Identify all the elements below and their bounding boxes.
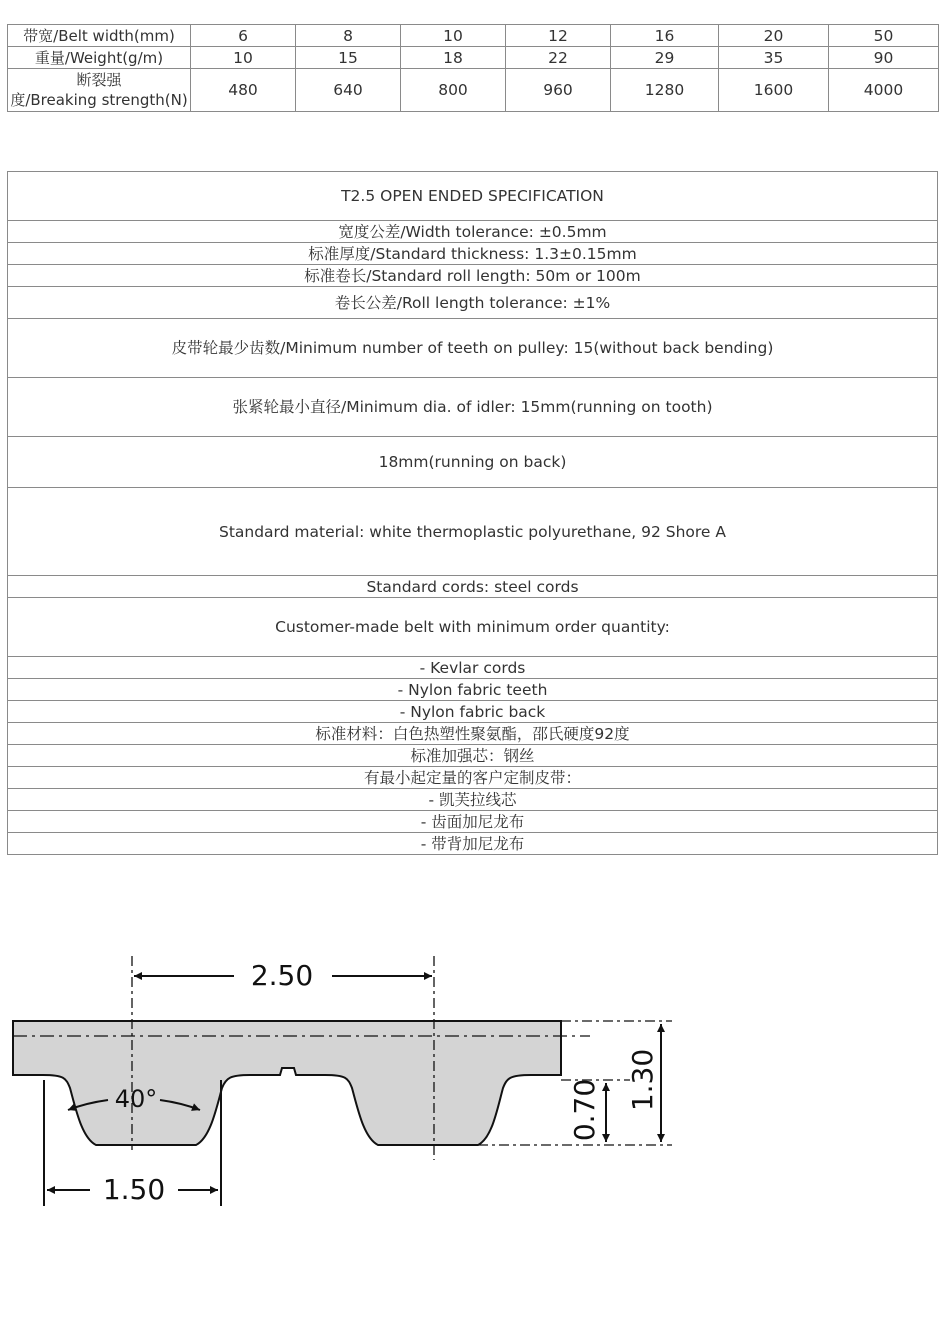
belt-width-row	[8, 25, 939, 47]
spec-row	[8, 811, 938, 833]
angle-label: 40°	[114, 1085, 158, 1113]
weight-value: 35	[719, 47, 829, 69]
spec-row	[8, 437, 938, 488]
spec-row	[8, 767, 938, 789]
spec-row	[8, 789, 938, 811]
spec-row	[8, 833, 938, 855]
spec-cell: 宽度公差/Width tolerance: ±0.5mm	[8, 221, 938, 243]
spec-cell: Customer-made belt with minimum order quantity:	[8, 598, 938, 657]
breaking-strength-header-line-2: 度/Breaking strength(N)	[10, 91, 188, 109]
spec-row	[8, 319, 938, 378]
belt-profile-shape	[13, 1021, 561, 1145]
open-ended-spec-table	[7, 171, 938, 855]
spec-cell: 标准加强芯：钢丝	[8, 745, 938, 767]
spec-row	[8, 488, 938, 576]
spec-cell: 皮带轮最少齿数/Minimum number of teeth on pulley: 15(without back bending)	[8, 319, 938, 378]
spec-row	[8, 701, 938, 723]
spec-row	[8, 243, 938, 265]
spec-cell: - Nylon fabric teeth	[8, 679, 938, 701]
weight-value: 90	[829, 47, 939, 69]
spec-cell: 张紧轮最小直径/Minimum dia. of idler: 15mm(running on tooth)	[8, 378, 938, 437]
breaking-strength-header-line-1: 断裂强	[76, 71, 122, 89]
breaking-strength-row	[8, 69, 939, 112]
strength-value: 480	[191, 69, 296, 112]
spec-title: T2.5 OPEN ENDED SPECIFICATION	[8, 172, 938, 221]
width-value: 12	[506, 25, 611, 47]
spec-row	[8, 598, 938, 657]
spec-row	[8, 221, 938, 243]
weight-value: 22	[506, 47, 611, 69]
pitch-label: 2.50	[250, 959, 314, 992]
belt-width-header: 带宽/Belt width(mm)	[8, 25, 191, 47]
strength-value: 640	[296, 69, 401, 112]
weight-value: 10	[191, 47, 296, 69]
spec-row	[8, 287, 938, 319]
spec-row	[8, 576, 938, 598]
width-value: 6	[191, 25, 296, 47]
strength-value: 800	[401, 69, 506, 112]
spec-cell: - Nylon fabric back	[8, 701, 938, 723]
spec-row	[8, 679, 938, 701]
spec-row	[8, 745, 938, 767]
belt-profile-diagram	[0, 940, 700, 1220]
spec-cell: - Kevlar cords	[8, 657, 938, 679]
tooth-width-label: 1.50	[102, 1173, 166, 1206]
spec-row	[8, 265, 938, 287]
spec-cell: 标准厚度/Standard thickness: 1.3±0.15mm	[8, 243, 938, 265]
width-value: 16	[611, 25, 719, 47]
strength-value: 4000	[829, 69, 939, 112]
strength-value: 960	[506, 69, 611, 112]
spec-cell: 卷长公差/Roll length tolerance: ±1%	[8, 287, 938, 319]
weight-row	[8, 47, 939, 69]
breaking-strength-header	[8, 69, 191, 112]
spec-cell: Standard cords: steel cords	[8, 576, 938, 598]
weight-header: 重量/Weight(g/m)	[8, 47, 191, 69]
spec-row	[8, 172, 938, 221]
spec-cell: 标准卷长/Standard roll length: 50m or 100m	[8, 265, 938, 287]
strength-value: 1280	[611, 69, 719, 112]
weight-value: 15	[296, 47, 401, 69]
spec-row	[8, 378, 938, 437]
spec-cell: - 带背加尼龙布	[8, 833, 938, 855]
strength-value: 1600	[719, 69, 829, 112]
spec-cell: 18mm(running on back)	[8, 437, 938, 488]
tooth-height-label: 0.70	[568, 1078, 601, 1142]
total-height-label: 1.30	[626, 1048, 659, 1112]
weight-value: 29	[611, 47, 719, 69]
spec-row	[8, 723, 938, 745]
spec-cell: 标准材料：白色热塑性聚氨酯，邵氏硬度92度	[8, 723, 938, 745]
spec-cell: - 齿面加尼龙布	[8, 811, 938, 833]
spec-cell: 有最小起定量的客户定制皮带：	[8, 767, 938, 789]
belt-width-table	[7, 24, 939, 112]
width-value: 10	[401, 25, 506, 47]
spec-row	[8, 657, 938, 679]
width-value: 50	[829, 25, 939, 47]
width-value: 8	[296, 25, 401, 47]
weight-value: 18	[401, 47, 506, 69]
spec-cell: - 凯芙拉线芯	[8, 789, 938, 811]
width-value: 20	[719, 25, 829, 47]
spec-cell: Standard material: white thermoplastic polyurethane, 92 Shore A	[8, 488, 938, 576]
